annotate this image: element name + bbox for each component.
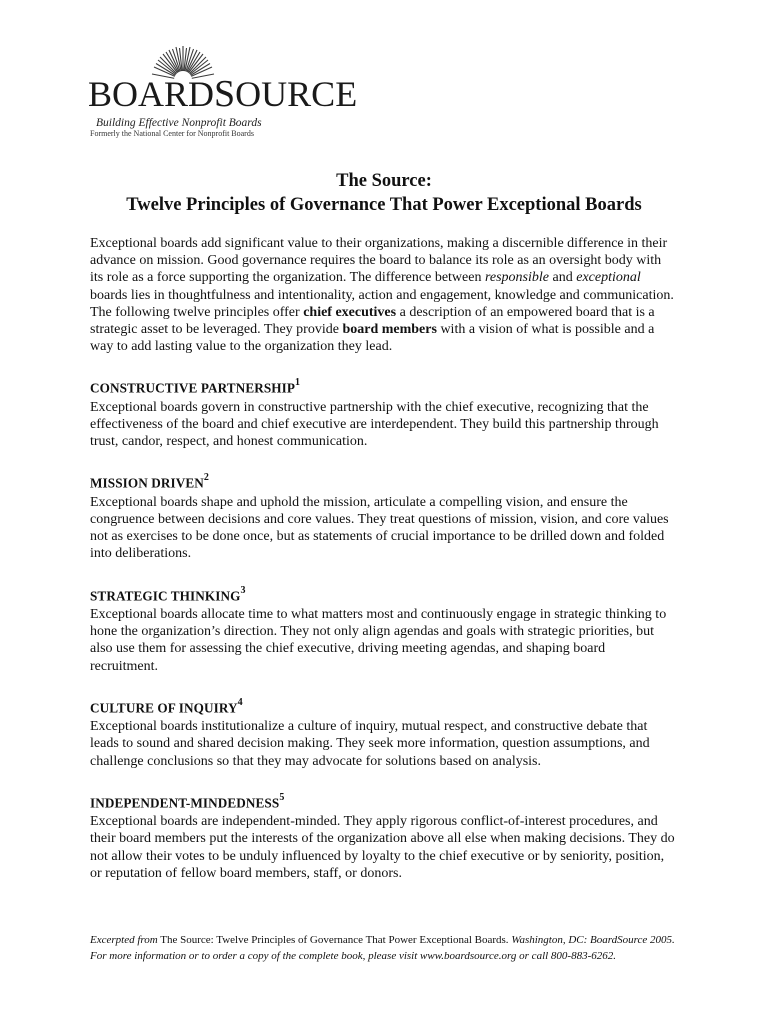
principle-text: Exceptional boards institutionalize a culture of inquiry, mutual respect, and constructive debate that leads to sound and shared decision making. They seek more information, question assumptions, and challenge conclusions so that they may advocate for solutions based on analysis. bbox=[90, 719, 650, 769]
intro-bold-chief-executives: chief executives bbox=[303, 304, 397, 320]
intro-emphasis-exceptional: exceptional bbox=[576, 270, 641, 286]
principle-heading-text: STRATEGIC THINKING bbox=[90, 588, 241, 604]
formerly-note: Formerly the National Center for Nonprofit Boards bbox=[90, 129, 254, 138]
principle-section bbox=[90, 695, 676, 770]
principle-section bbox=[90, 375, 676, 450]
principle-text: Exceptional boards govern in constructive partnership with the chief executive, recognizing that the effectiveness of the board and chief executive are interdependent. They build this partnership through trust, candor, respect, and honest communication. bbox=[90, 399, 659, 450]
boardsource-logo bbox=[88, 40, 358, 140]
logo-wordmark-prefix: BOARD bbox=[88, 74, 215, 114]
intro-emphasis-responsible: responsible bbox=[484, 270, 550, 286]
intro-text: with a vision of what is possible and a way to add lasting value to the organization they lead. bbox=[90, 322, 655, 355]
principle-heading-text: MISSION DRIVEN bbox=[90, 475, 204, 491]
footnote-marker: 5 bbox=[279, 791, 285, 803]
title-line-2: Twelve Principles of Governance That Power Exceptional Boards bbox=[126, 195, 642, 215]
principle-heading-text: CONSTRUCTIVE PARTNERSHIP bbox=[90, 380, 296, 396]
intro-paragraph bbox=[90, 235, 676, 355]
principle-heading-text: CULTURE OF INQUIRY bbox=[90, 700, 238, 716]
principle-text: Exceptional boards are independent-minded. They apply rigorous conflict-of-interest procedures, and their board members put the interests of the organization above all else when making decisions. They do not allow their votes to be unduly influenced by loyalty to the chief executive or by seniority, position, or reputation of fellow board members, staff, or donors. bbox=[90, 814, 675, 881]
footnote-marker: 4 bbox=[237, 696, 243, 708]
logo-wordmark-suffix: OURCE bbox=[235, 74, 358, 114]
citation-details: Washington, DC: BoardSource 2005. For more information or to order a copy of the complete book, please visit www.boardsource.org or call 800-883-6262. bbox=[90, 934, 675, 962]
intro-text: and bbox=[549, 270, 577, 286]
principle-heading bbox=[90, 470, 676, 493]
intro-text: Exceptional boards add significant value to their organizations, making a discernible difference in their advance on mission. Good governance requires the board to balance its role as an oversight body with its role as a force supporting the organization. The difference between bbox=[90, 236, 668, 286]
principle-heading bbox=[90, 695, 676, 718]
logo-wordmark bbox=[88, 74, 357, 114]
logo-wordmark-big-letter: S bbox=[214, 73, 236, 115]
footnote-marker: 3 bbox=[240, 584, 246, 596]
citation-lead: Excerpted from bbox=[90, 934, 158, 946]
principle-section bbox=[90, 470, 676, 562]
principle-section bbox=[90, 790, 676, 882]
principle-heading-text: INDEPENDENT-MINDEDNESS bbox=[90, 795, 280, 811]
citation-footer bbox=[90, 933, 680, 964]
citation-book-title: The Source: Twelve Principles of Governance That Power Exceptional Boards. bbox=[157, 934, 509, 946]
principle-text: Exceptional boards shape and uphold the mission, articulate a compelling vision, and ensure the congruence between decisions and core values. They treat questions of mission, vision, and core values not as exercises to be done once, but as statements of crucial importance to be drilled down and folded into deliberations. bbox=[90, 494, 669, 562]
document-body bbox=[90, 235, 676, 882]
logo-tagline: Building Effective Nonprofit Boards bbox=[96, 117, 262, 129]
principle-heading bbox=[90, 583, 676, 606]
principle-heading bbox=[90, 790, 676, 813]
document-title bbox=[0, 169, 768, 217]
title-line-1: The Source: bbox=[336, 171, 432, 191]
principle-text: Exceptional boards allocate time to what matters most and continuously engage in strategic thinking to hone the organization’s direction. They not only align agendas and goals with strategic priorities, but also use them for assessing the chief executive, driving meeting agendas, and shaping board recruitment. bbox=[90, 607, 667, 674]
principle-heading bbox=[90, 375, 676, 398]
intro-bold-board-members: board members bbox=[342, 322, 437, 338]
footnote-marker: 1 bbox=[295, 377, 301, 389]
intro-text: a description of an empowered board that is a strategic asset to be leveraged. They provide bbox=[90, 304, 655, 338]
principle-section bbox=[90, 583, 676, 675]
intro-text: boards lies in thoughtfulness and intentionality, action and engagement, knowledge and communication. The following twelve principles offer bbox=[90, 287, 674, 320]
footnote-marker: 2 bbox=[203, 472, 209, 484]
